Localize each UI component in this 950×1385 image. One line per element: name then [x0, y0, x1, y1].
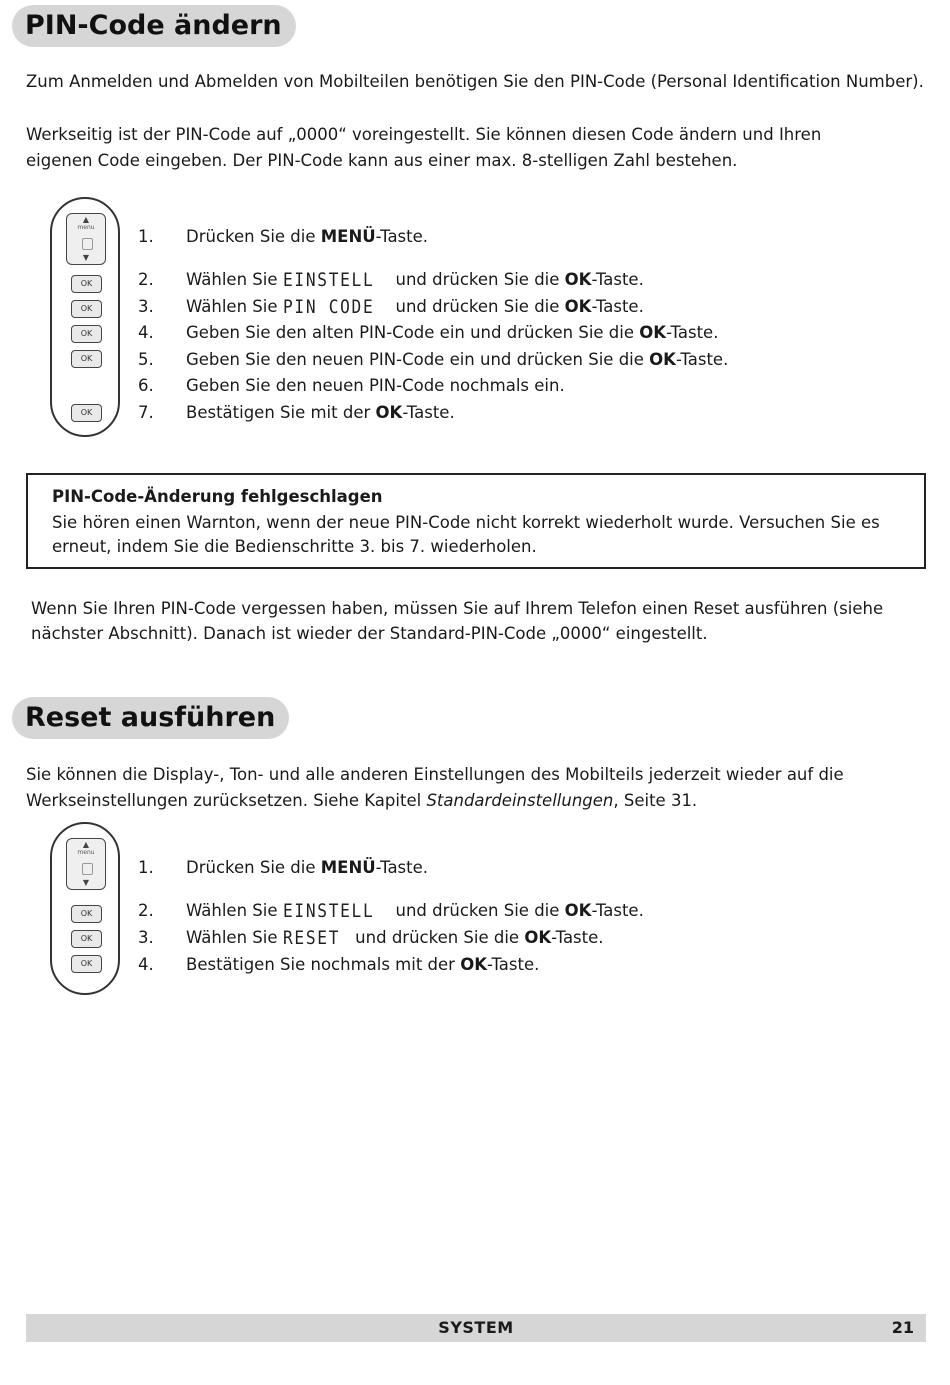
- ok-key-icon: OK: [71, 300, 102, 318]
- page-number: 21: [891, 1318, 914, 1337]
- handset-keys-illustration: [50, 197, 120, 437]
- default-pin-paragraph: Werkseitig ist der PIN-Code auf „0000“ voreingestellt. Sie können diesen Code ändern und Ihren eigenen Code eingeben. Der PIN-Code kann aus einer max. 8-stelligen Zahl bestehen.: [26, 125, 822, 170]
- footer-section-name: SYSTEM: [438, 1318, 514, 1337]
- lcd-display-text: PIN CODE: [282, 296, 375, 318]
- forgot-pin-paragraph: Wenn Sie Ihren PIN-Code vergessen haben, müssen Sie auf Ihrem Telefon einen Reset ausführen (siehe nächster Abschnitt). Danach ist wieder der Standard-PIN-Code „0000“ eingestellt.: [31, 599, 884, 643]
- ok-key-icon: OK: [71, 404, 102, 422]
- menu-key-icon: ▲ menu ▼: [66, 213, 106, 265]
- ok-key-icon: OK: [71, 325, 102, 343]
- ok-key-icon: OK: [71, 930, 102, 948]
- note-text: Sie hören einen Warnton, wenn der neue PIN-Code nicht korrekt wiederholt wurde. Versuchen Sie es erneut, indem Sie die Bedienschritte 3. bis 7. wiederholen.: [52, 513, 880, 556]
- lcd-display-text: EINSTELL: [282, 900, 375, 922]
- ok-key-icon: OK: [71, 905, 102, 923]
- ok-key-icon: OK: [71, 955, 102, 973]
- menu-key-icon: ▲ menu ▼: [66, 838, 106, 890]
- section-title-pin: PIN-Code ändern: [12, 5, 296, 47]
- intro-paragraph: Zum Anmelden und Abmelden von Mobilteilen benötigen Sie den PIN-Code (Personal Identification Number).: [26, 72, 924, 91]
- section-title-reset: Reset ausführen: [12, 697, 289, 739]
- lcd-display-text: EINSTELL: [282, 269, 375, 291]
- lcd-display-text: RESET: [282, 927, 340, 949]
- handset-keys-illustration: [50, 822, 120, 995]
- note-title: PIN-Code-Änderung fehlgeschlagen: [52, 487, 383, 506]
- page-footer: [26, 1314, 926, 1342]
- reset-intro-paragraph: Sie können die Display-, Ton- und alle anderen Einstellungen des Mobilteils jederzeit wieder auf die Werkseinstellungen zurücksetzen. Siehe Kapitel Standardeinstellungen, Seite 31.: [26, 765, 844, 810]
- ok-key-icon: OK: [71, 275, 102, 293]
- ok-key-icon: OK: [71, 350, 102, 368]
- warning-note-box: [26, 473, 926, 569]
